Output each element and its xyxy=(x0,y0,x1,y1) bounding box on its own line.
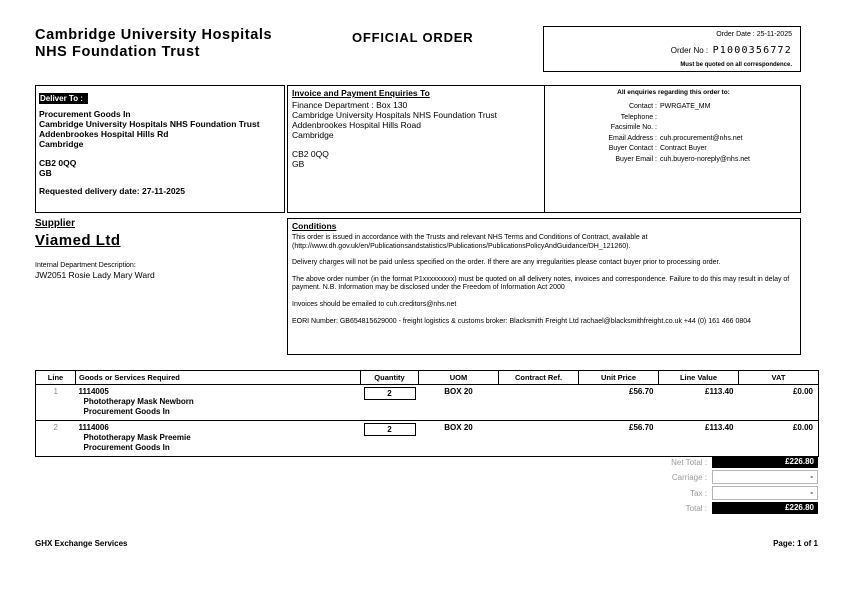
page-title: OFFICIAL ORDER xyxy=(352,30,474,45)
conditions-paragraph: Delivery charges will not be paid unless specified on the order. If there are any irregularities please contact buyer prior to processing order. xyxy=(292,259,721,267)
address-line: Cambridge xyxy=(39,139,84,149)
line-value-cell: £113.40 xyxy=(659,385,739,421)
trust-name xyxy=(35,27,272,61)
vat-cell: £0.00 xyxy=(739,421,819,457)
footer-service-name: GHX Exchange Services xyxy=(35,539,128,548)
line-number: 2 xyxy=(36,421,76,457)
facsimile-label: Facsimile No. : xyxy=(610,124,657,131)
conditions-paragraph: EORI Number: GB654815629000 - freight logistics & customs broker: Blacksmith Freight Ltd rachael@blacksmithfreight.co.uk +44 (0) 161 466 0804 xyxy=(292,317,752,325)
tax-label: Tax : xyxy=(690,488,707,498)
requested-delivery-label: Requested delivery date: xyxy=(39,186,140,196)
invoice-enquiries-box xyxy=(287,85,801,213)
enquiries-section xyxy=(544,86,802,212)
unit-price-cell: £56.70 xyxy=(579,385,659,421)
header-unit-price: Unit Price xyxy=(579,371,659,385)
trust-name-line2: NHS Foundation Trust xyxy=(35,44,201,60)
quantity-box: 2 xyxy=(364,423,416,436)
buyer-email-label: Buyer Email : xyxy=(615,155,657,163)
enquiries-row xyxy=(549,144,798,155)
enquiries-row xyxy=(549,155,798,166)
buyer-contact-value: Contract Buyer xyxy=(660,145,707,152)
goods-cell xyxy=(76,421,361,457)
header-vat: VAT xyxy=(739,371,819,385)
header-contract-ref: Contract Ref. xyxy=(499,371,579,385)
contract-ref-cell xyxy=(499,421,579,457)
address-line: Cambridge University Hospitals NHS Foundation Trust xyxy=(39,119,260,129)
header-goods: Goods or Services Required xyxy=(76,371,361,385)
line-number: 1 xyxy=(36,385,76,421)
item-department: Procurement Goods In xyxy=(83,407,170,416)
invoice-to-title: Invoice and Payment Enquiries To xyxy=(292,88,430,98)
goods-cell xyxy=(76,385,361,421)
item-description: Phototherapy Mask Preemie xyxy=(83,433,191,442)
conditions-title: Conditions xyxy=(292,221,337,231)
conditions-box xyxy=(287,218,801,355)
address-line: Finance Department : Box 130 xyxy=(292,100,408,110)
enquiries-title: All enquiries regarding this order to: xyxy=(617,89,730,96)
address-line: Addenbrookes Hospital Hills Rd xyxy=(39,129,169,139)
quantity-box: 2 xyxy=(364,387,416,400)
deliver-to-label: Deliver To : xyxy=(39,93,88,104)
address-line: Cambridge University Hospitals NHS Foundation Trust xyxy=(292,110,498,120)
address-line: Addenbrookes Hospital Hills Road xyxy=(292,120,421,130)
quantity-cell xyxy=(361,385,419,421)
address-line: Cambridge xyxy=(292,130,334,140)
address-line: GB xyxy=(39,168,52,178)
conditions-paragraph: Invoices should be emailed to cuh.creditors@nhs.net xyxy=(292,300,457,308)
carriage-value: - xyxy=(712,470,818,484)
order-items-table xyxy=(35,370,819,457)
deliver-to-box xyxy=(35,85,285,213)
address-line: CB2 0QQ xyxy=(39,158,77,168)
order-date-value: 25-11-2025 xyxy=(756,31,792,38)
supplier-name: Viamed Ltd xyxy=(35,232,121,249)
order-number-row xyxy=(544,40,792,58)
contact-value: PWRGATE_MM xyxy=(660,103,711,110)
tax-value: - xyxy=(712,486,818,500)
item-code: 1114005 xyxy=(78,387,109,396)
invoice-to-address xyxy=(292,100,540,169)
enquiries-row xyxy=(549,123,798,134)
quantity-cell xyxy=(361,421,419,457)
conditions-paragraph: The above order number (in the format P1xxxxxxxxx) must be quoted on all delivery notes, invoices and correspondence. Failure to do this may result in delay of payment. N.B. Information may be disclosed under the Freedom of Information Act 2000 xyxy=(292,275,790,292)
uom-cell: BOX 20 xyxy=(419,385,499,421)
supplier-heading: Supplier xyxy=(35,218,76,229)
order-number-label: Order No : xyxy=(670,46,709,55)
address-line: CB2 0QQ xyxy=(292,149,329,159)
item-code: 1114006 xyxy=(78,423,109,432)
conditions-paragraph: This order is issued in accordance with the Trusts and relevant NHS Terms and Conditions of Contract, available at (http://www.dh.gov.uk/en/Publicationsandstatistics/Publications/PublicationsPolicyAndGuidance/DH_121260). xyxy=(292,234,648,250)
enquiries-row xyxy=(549,134,798,145)
grand-total-row xyxy=(671,502,818,514)
internal-dept-label: Internal Department Description: xyxy=(35,262,136,269)
email-value: cuh.procurement@nhs.net xyxy=(660,134,743,142)
buyer-email-value: cuh.buyero-noreply@nhs.net xyxy=(660,155,750,163)
enquiries-row xyxy=(549,102,798,113)
order-info-box xyxy=(543,26,801,72)
requested-delivery-value: 27-11-2025 xyxy=(142,186,186,196)
trust-name-line1: Cambridge University Hospitals xyxy=(35,27,273,43)
order-number-value: P1000356772 xyxy=(712,45,792,56)
telephone-label: Telephone : xyxy=(620,113,657,121)
tax-row xyxy=(671,486,818,500)
header-line: Line xyxy=(36,371,76,385)
order-date-row xyxy=(544,31,792,38)
enquiries-row xyxy=(549,113,798,124)
supplier-section xyxy=(35,218,285,280)
table-row xyxy=(36,421,819,457)
email-label: Email Address : xyxy=(608,134,657,142)
unit-price-cell: £56.70 xyxy=(579,421,659,457)
item-description: Phototherapy Mask Newborn xyxy=(83,397,194,406)
net-total-label: Net Total : xyxy=(671,457,707,467)
address-line: Procurement Goods In xyxy=(39,109,131,119)
net-total-value: £226.80 xyxy=(712,456,818,468)
order-date-label: Order Date : xyxy=(716,31,755,38)
table-row xyxy=(36,385,819,421)
invoice-to-section xyxy=(288,86,544,212)
buyer-contact-label: Buyer Contact : xyxy=(608,145,657,152)
header-quantity: Quantity xyxy=(361,371,419,385)
vat-cell: £0.00 xyxy=(739,385,819,421)
quote-note: Must be quoted on all correspondence. xyxy=(680,62,792,68)
item-department: Procurement Goods In xyxy=(83,443,170,452)
deliver-to-address xyxy=(39,109,281,178)
net-total-row xyxy=(671,456,818,468)
carriage-label: Carriage : xyxy=(671,472,707,482)
line-value-cell: £113.40 xyxy=(659,421,739,457)
address-line: GB xyxy=(292,159,305,169)
grand-total-value: £226.80 xyxy=(712,502,818,514)
uom-cell: BOX 20 xyxy=(419,421,499,457)
grand-total-label: Total : xyxy=(685,503,707,513)
carriage-row xyxy=(671,470,818,484)
totals-section xyxy=(671,456,818,516)
contract-ref-cell xyxy=(499,385,579,421)
contact-label: Contact : xyxy=(628,103,657,110)
page-indicator: Page: 1 of 1 xyxy=(773,539,818,548)
header-uom: UOM xyxy=(419,371,499,385)
internal-dept-value: JW2051 Rosie Lady Mary Ward xyxy=(35,270,155,280)
requested-delivery-date xyxy=(39,186,281,196)
header-line-value: Line Value xyxy=(659,371,739,385)
table-header-row xyxy=(36,371,819,385)
